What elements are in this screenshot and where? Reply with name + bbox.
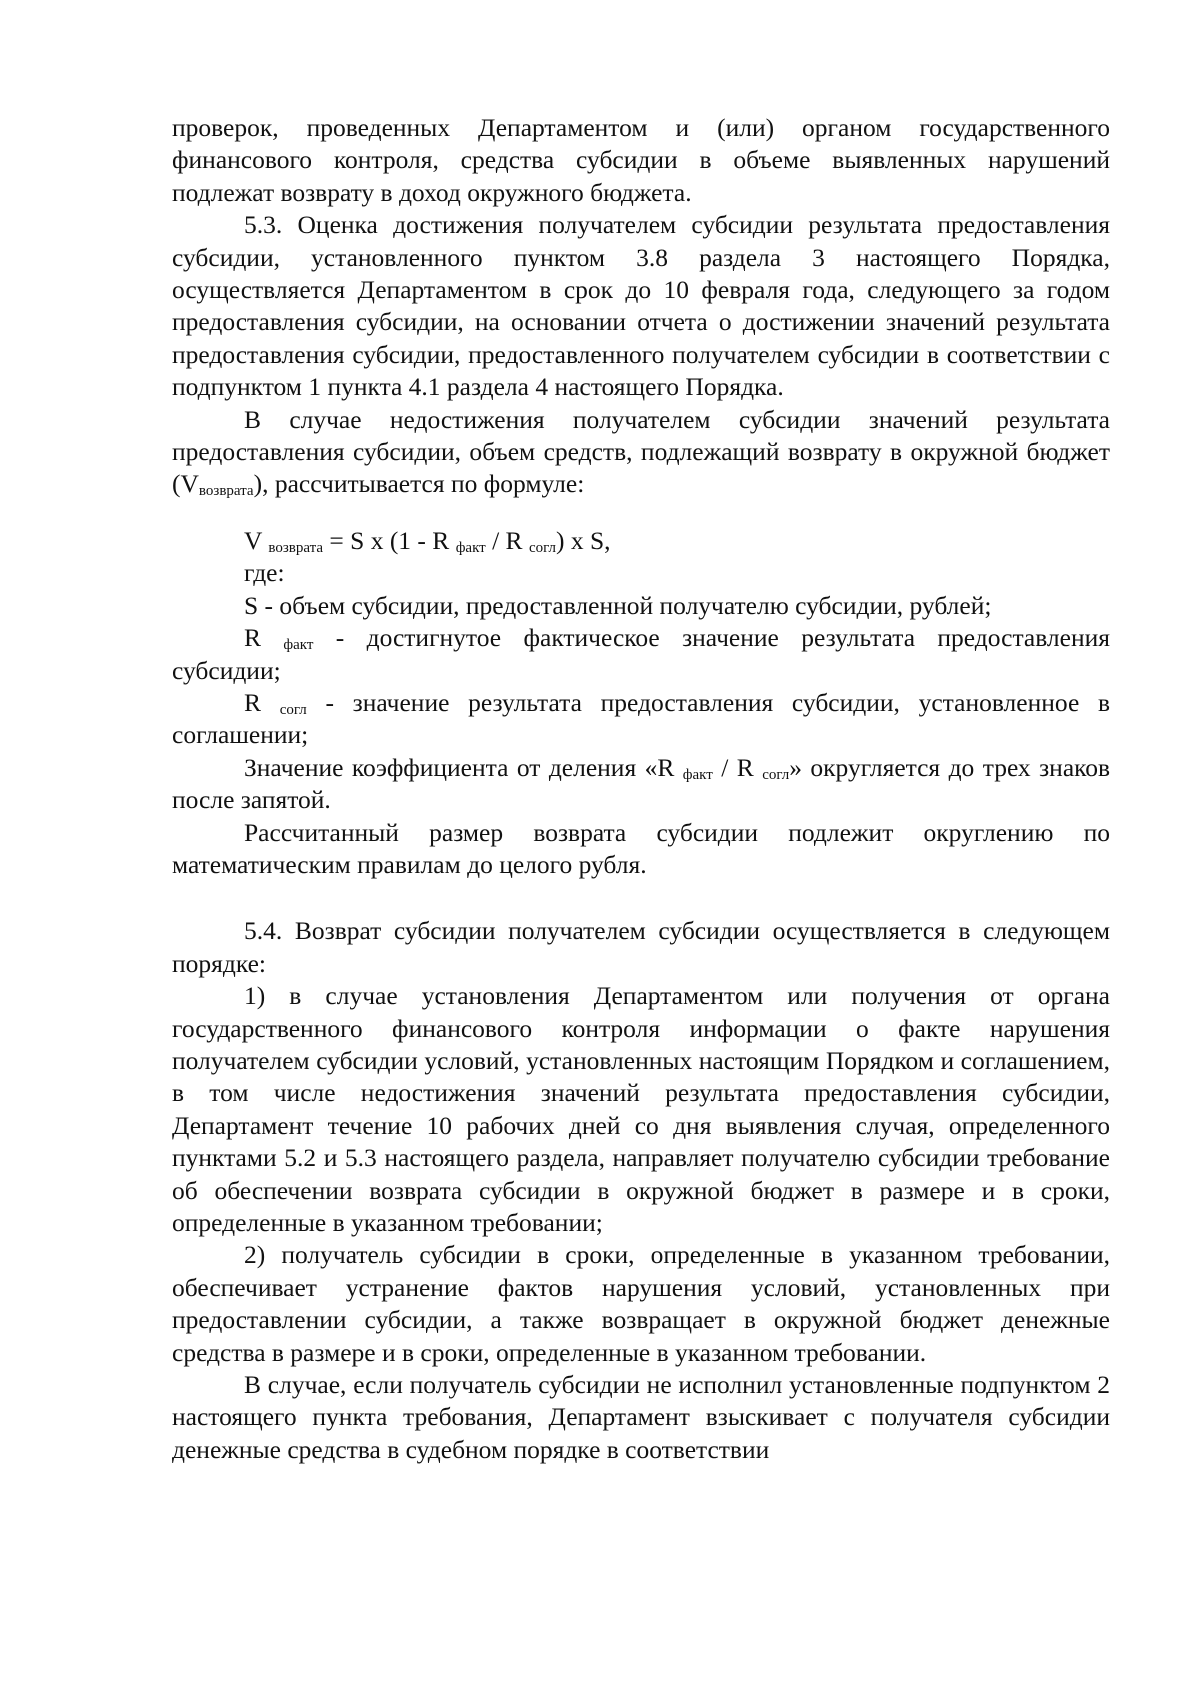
r-sogl-text: - значение результата предоставления субсидии, установленное в соглашении; bbox=[172, 687, 1110, 750]
return-volume-text: В случае недостижения получателем субсидии значений результата предоставления субсидии, объем средств, подлежащий возврату в окружной бюджет (V bbox=[172, 404, 1110, 499]
formula-sogl-subscript: согл bbox=[528, 539, 556, 556]
paragraph-continuation: проверок, проведенных Департаментом и (или) органом государственного финансового контроля, средства субсидии в объеме выявленных нарушений подлежат возврату в доход окружного бюджета. bbox=[172, 113, 1110, 207]
coef-subscript-sogl: согл bbox=[762, 766, 790, 783]
formula-v: V bbox=[244, 525, 269, 555]
formula-fakt-subscript: факт bbox=[455, 539, 486, 556]
coef-text-b: / R bbox=[712, 752, 763, 782]
document-page bbox=[172, 112, 1110, 1466]
paragraph-5-3: 5.3. Оценка достижения получателем субсидии результата предоставления субсидии, установленного пунктом 3.8 раздела 3 настоящего Порядка, осуществляется Департаментом в срок до 10 февраля года, следующего за годом предоставления субсидии, на основании отчета о достижении значений результата предоставления субсидии, предоставленного получателем субсидии в соответствии с подпунктом 1 пункта 4.1 раздела 4 настоящего Порядка. bbox=[172, 210, 1110, 402]
coef-subscript-fakt: факт bbox=[682, 766, 713, 783]
coef-text-c: » округляется до трех знаков после запятой. bbox=[172, 752, 1111, 815]
formula bbox=[172, 525, 1110, 557]
return-volume-subscript: возврата bbox=[198, 483, 254, 500]
paragraph-return-volume bbox=[172, 404, 1110, 501]
formula-part3: ) x S, bbox=[555, 525, 611, 555]
coef-text-a: Значение коэффициента от деления «R bbox=[244, 752, 683, 782]
formula-v-subscript: возврата bbox=[268, 539, 323, 556]
coefficient-rounding bbox=[172, 752, 1110, 817]
formula-where: где: bbox=[244, 558, 285, 588]
formula-part1: = S x (1 - R bbox=[323, 525, 456, 555]
paragraph-5-4: 5.4. Возврат субсидии получателем субсидии осуществляется в следующем порядке: bbox=[172, 916, 1110, 978]
r-fakt-subscript: факт bbox=[283, 637, 314, 654]
formula-part2: / R bbox=[485, 525, 529, 555]
return-rounding: Рассчитанный размер возврата субсидии подлежит округлению по математическим правилам до целого рубля. bbox=[172, 817, 1110, 879]
definition-r-fakt bbox=[172, 622, 1110, 687]
paragraph-court-recovery: В случае, если получатель субсидии не исполнил установленные подпунктом 2 настоящего пункта требования, Департамент взыскивает с получателя субсидии денежные средства в судебном порядке в соответствии bbox=[172, 1370, 1110, 1464]
return-volume-tail: ), рассчитывается по формуле: bbox=[253, 469, 585, 499]
definition-r-sogl bbox=[172, 687, 1110, 752]
r-sogl-subscript: согл bbox=[279, 701, 307, 718]
r-fakt-text: - достигнутое фактическое значение результата предоставления субсидии; bbox=[172, 623, 1110, 685]
list-item-2: 2) получатель субсидии в сроки, определенные в указанном требовании, обеспечивает устранение фактов нарушения условий, установленных при предоставлении субсидии, а также возвращает в окружной бюджет денежные средства в размере и в сроки, определенные в указанном требовании. bbox=[172, 1240, 1110, 1367]
list-item-1: 1) в случае установления Департаментом или получения от органа государственного финансового контроля информации о факте нарушения получателем субсидии условий, установленных настоящим Порядком и соглашением, в том числе недостижения значений результата предоставления субсидии, Департамент течение 10 рабочих дней со дня выявления случая, определенного пунктами 5.2 и 5.3 настоящего раздела, направляет получателю субсидии требование об обеспечении возврата субсидии в окружной бюджет в размере и в сроки, определенные в указанном требовании; bbox=[172, 981, 1110, 1237]
definition-s: S - объем субсидии, предоставленной получателю субсидии, рублей; bbox=[244, 590, 992, 620]
r-fakt-symbol: R bbox=[244, 623, 284, 653]
r-sogl-symbol: R bbox=[244, 687, 280, 717]
